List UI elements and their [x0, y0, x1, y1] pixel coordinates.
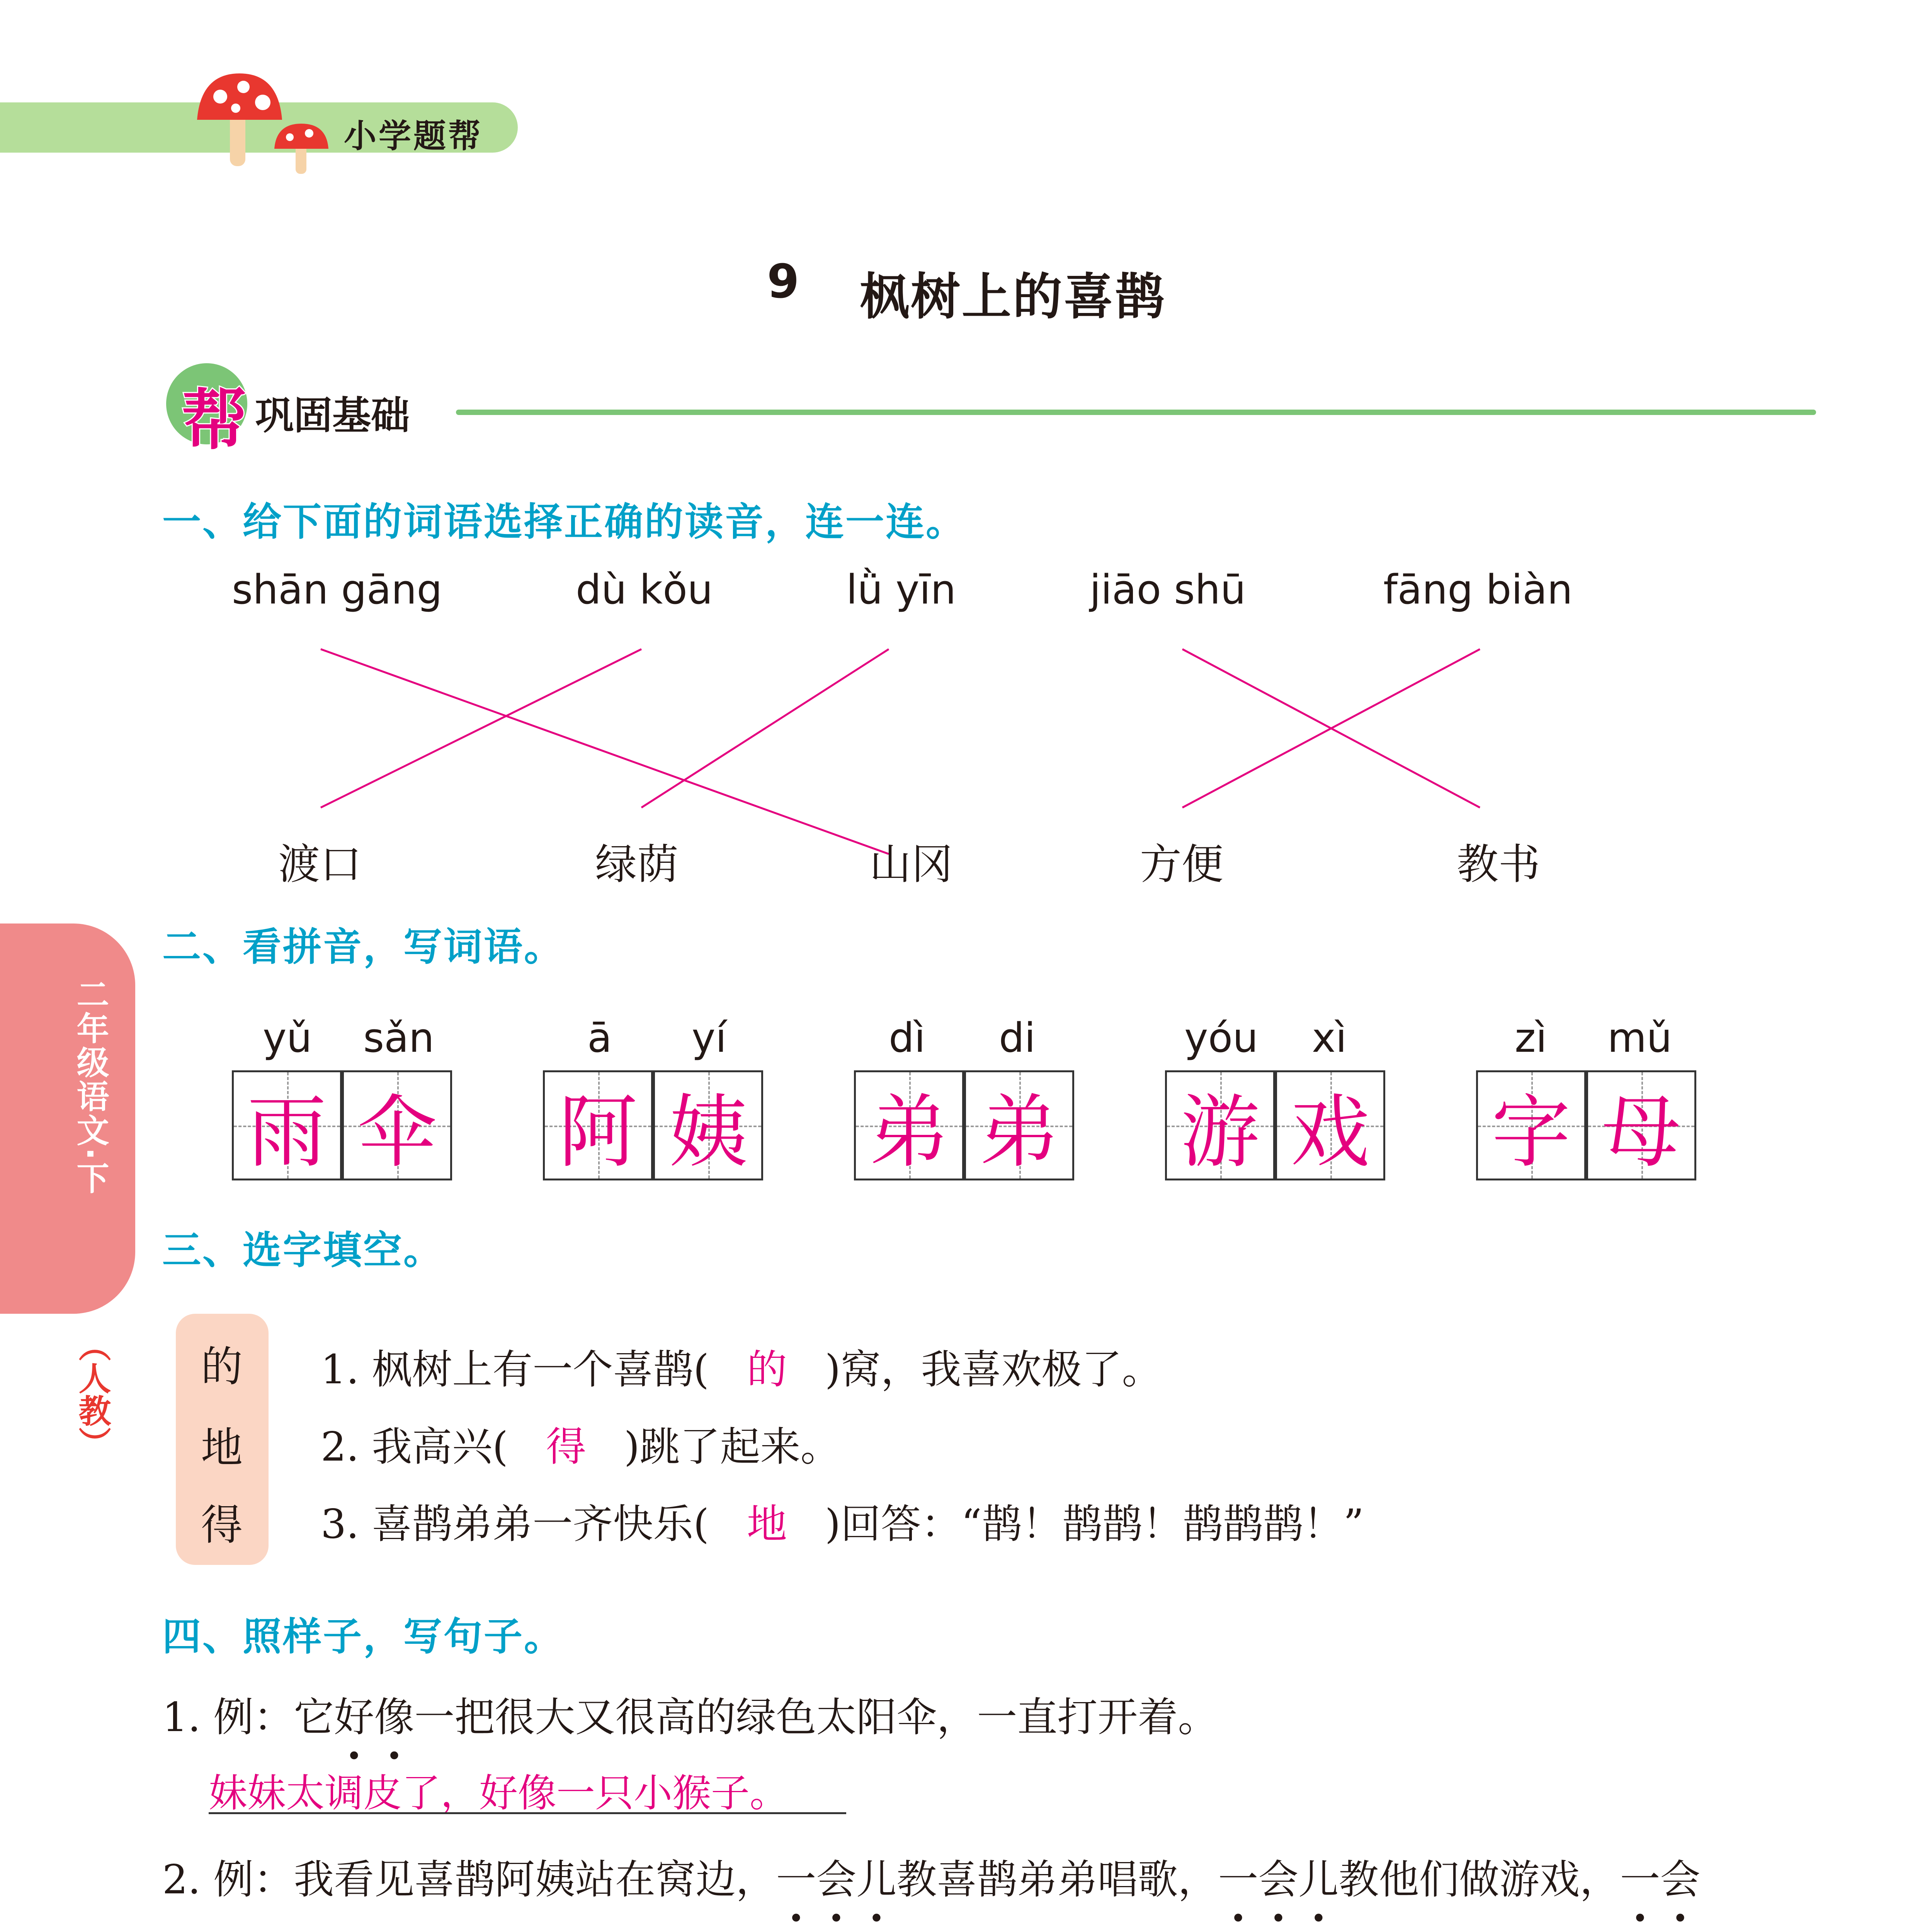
q2-prompt: 二、看拼音，写词语。	[162, 924, 564, 969]
q4-ex2-num: 2.	[162, 1856, 201, 1903]
q4-ex1-pre: 例：它	[213, 1694, 334, 1741]
q3-item-3-answer: 地	[747, 1500, 787, 1548]
answer-line	[209, 1812, 846, 1814]
q3-option-2: 地	[201, 1424, 243, 1472]
char-box	[854, 1070, 964, 1180]
q4-ex2-emph: 会	[1258, 1856, 1299, 1903]
char-box	[1165, 1070, 1275, 1180]
char-box	[964, 1070, 1074, 1180]
char-box	[1476, 1070, 1586, 1180]
q2-py-5a: zì	[1515, 1014, 1547, 1061]
match-line-lvyin-lvyin	[641, 649, 889, 808]
q1-word-5: 教书	[1457, 840, 1541, 889]
q4-ex2-part-a: 例：我看见喜鹊阿姨站在窝边，	[213, 1856, 776, 1903]
q4-ex2-emph: 会	[816, 1856, 857, 1903]
q1-word-2: 绿荫	[595, 840, 679, 889]
q3-option-3: 得	[201, 1501, 243, 1549]
match-line-shangang-shangang	[321, 649, 889, 854]
answer-char: 弟	[980, 1087, 1059, 1179]
q4-ex1-emph-1: 好	[334, 1694, 374, 1741]
q1-word-3: 山冈	[869, 840, 953, 889]
q4-example-1	[162, 1685, 1218, 1743]
answer-char: 伞	[357, 1087, 437, 1179]
q4-ex2-emph: 一	[1620, 1856, 1660, 1903]
q3-item-2-after: )跳了起来。	[624, 1423, 841, 1470]
q2-py-4b: xì	[1312, 1014, 1347, 1061]
char-box	[232, 1070, 342, 1180]
q1-pinyin-3: lǜ yīn	[846, 566, 956, 613]
q1-match-lines	[0, 0, 1932, 889]
q4-ex2-part-c: 教他们做游戏，	[1338, 1856, 1620, 1903]
q3-item-2	[321, 1414, 840, 1472]
answer-char: 弟	[869, 1087, 949, 1179]
badge-main-char: 帮	[182, 382, 248, 459]
q4-ex2-emph: 儿	[856, 1856, 897, 1903]
answer-char: 游	[1180, 1087, 1260, 1179]
q3-item-3-after: )回答：“鹊！鹊鹊！鹊鹊鹊！”	[825, 1500, 1364, 1548]
q4-ex2-emph: 一	[776, 1856, 816, 1903]
q4-ex1-answer: 妹妹太调皮了，好像一只小猴子。	[209, 1770, 788, 1816]
answer-char: 雨	[247, 1087, 327, 1179]
q3-item-2-before: 2. 我高兴(	[321, 1423, 508, 1470]
q3-prompt: 三、选字填空。	[162, 1228, 444, 1273]
answer-char: 阿	[558, 1087, 638, 1179]
q4-example-2-line1	[162, 1847, 1700, 1905]
lesson-title: 枫树上的喜鹊	[860, 268, 1166, 326]
q3-item-3	[321, 1492, 1364, 1549]
badge-label: 巩固基础	[255, 393, 410, 438]
q4-ex2-emph: 会	[1660, 1856, 1701, 1903]
side-tab-grade: 二年级语文·下	[71, 978, 109, 1196]
q4-example-2-line2	[209, 1928, 852, 1932]
char-box	[543, 1070, 653, 1180]
q2-py-3b: di	[999, 1014, 1036, 1061]
q1-word-4: 方便	[1140, 840, 1224, 889]
q4-ex1-post: 一把很大又很高的绿色太阳伞，一直打开着。	[414, 1694, 1218, 1741]
q4-ex2-emph: 儿	[1298, 1856, 1339, 1903]
char-box	[1586, 1070, 1696, 1180]
q3-item-3-before: 3. 喜鹊弟弟一齐快乐(	[321, 1500, 709, 1548]
match-line-dukou-dukou	[321, 649, 641, 808]
q3-item-1-answer: 的	[747, 1346, 787, 1393]
q4-prompt: 四、照样子，写句子。	[162, 1614, 564, 1659]
q4-ex1-emph-2: 像	[374, 1694, 415, 1741]
q2-py-2b: yí	[692, 1014, 727, 1061]
q3-item-1-after: )窝，我喜欢极了。	[825, 1346, 1162, 1393]
q1-pinyin-4: jiāo shū	[1090, 566, 1246, 613]
q2-py-3a: dì	[889, 1014, 925, 1061]
q3-item-1-before: 1. 枫树上有一个喜鹊(	[321, 1346, 709, 1393]
q4-ex2-part-b: 教喜鹊弟弟唱歌，	[896, 1856, 1218, 1903]
char-box	[342, 1070, 452, 1180]
answer-char: 戏	[1291, 1087, 1370, 1179]
q3-item-1	[321, 1337, 1162, 1395]
answer-char: 姨	[668, 1087, 748, 1179]
q1-word-1: 渡口	[278, 840, 362, 889]
q2-py-4a: yóu	[1184, 1014, 1259, 1061]
q4-ex2-emph	[209, 1928, 249, 1932]
q2-py-1b: sǎn	[363, 1014, 434, 1061]
char-box	[1275, 1070, 1385, 1180]
q1-pinyin-1: shān gāng	[232, 566, 442, 613]
answer-char: 字	[1492, 1087, 1571, 1179]
q4-ex1-num: 1.	[162, 1694, 201, 1741]
q2-py-2a: ā	[587, 1014, 612, 1061]
side-tab-edition: （人教）	[73, 1329, 111, 1459]
q1-pinyin-2: dù kǒu	[576, 566, 713, 613]
q2-py-5b: mǔ	[1607, 1014, 1672, 1061]
q1-prompt: 一、给下面的词语选择正确的读音，连一连。	[162, 499, 966, 544]
lesson-number: 9	[767, 255, 799, 309]
q4-ex2-emph: 一	[1218, 1856, 1259, 1903]
answer-char: 母	[1602, 1087, 1681, 1179]
brand-label: 小学题帮	[344, 117, 483, 155]
q2-py-1a: yǔ	[263, 1014, 312, 1061]
q1-pinyin-5: fāng biàn	[1383, 566, 1573, 613]
q3-item-2-answer: 得	[546, 1423, 586, 1470]
q3-option-1: 的	[201, 1343, 243, 1391]
char-box	[653, 1070, 763, 1180]
